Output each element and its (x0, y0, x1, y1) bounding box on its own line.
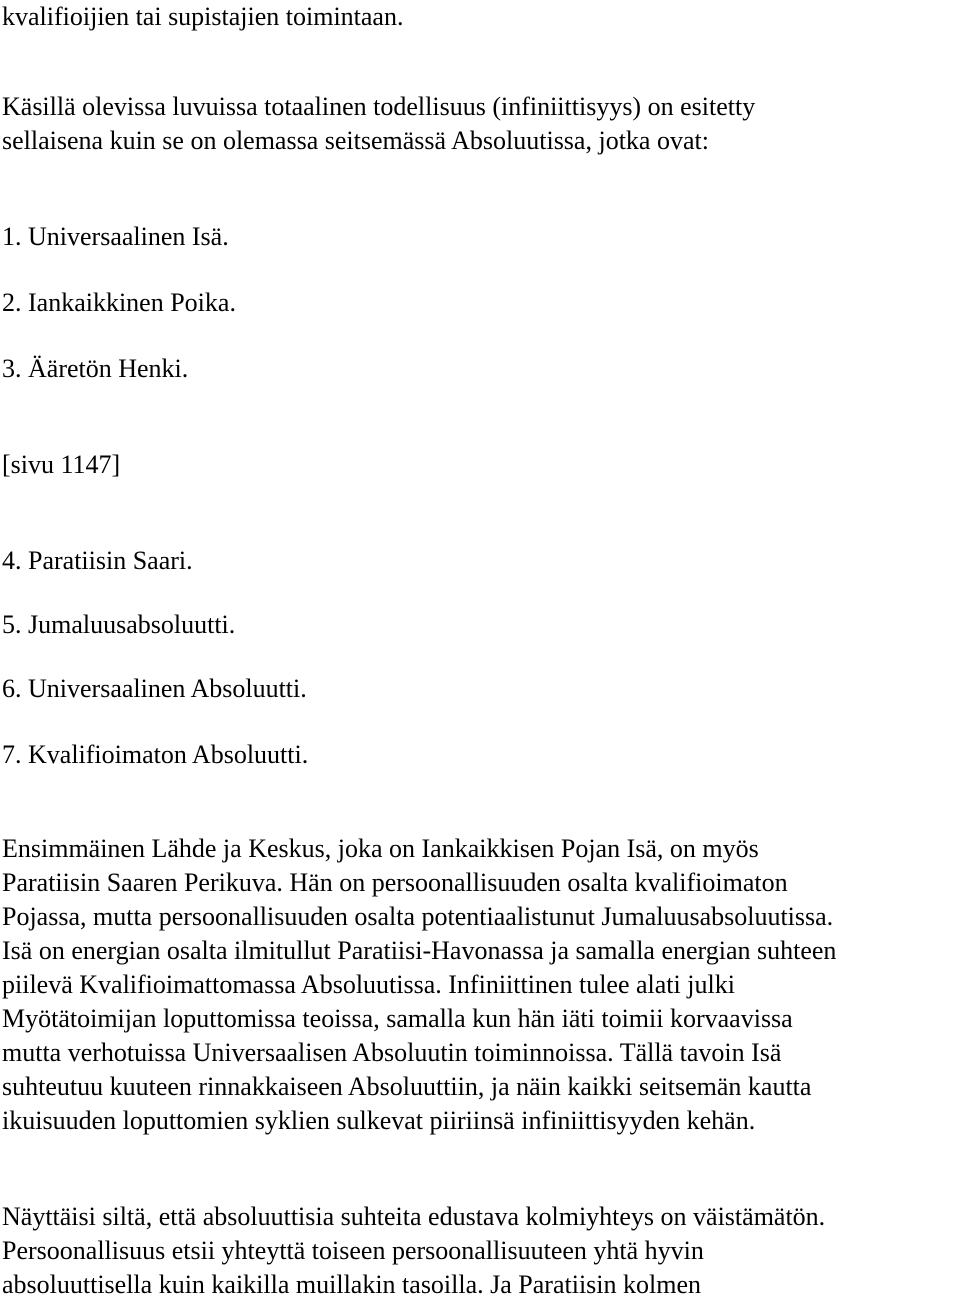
paragraph1-line-6: Myötätoimijan loputtomissa teoissa, samalla kun hän iäti toimii korvaavissa (2, 1004, 793, 1033)
paragraph1-line-3: Pojassa, mutta persoonallisuuden osalta potentiaalistunut Jumaluusabsoluutissa. (2, 902, 834, 931)
intro-line-1: Käsillä olevissa luvuissa totaalinen todellisuus (infiniittisyys) on esitetty (2, 92, 756, 121)
paragraph1-line-2: Paratiisin Saaren Perikuva. Hän on persoonallisuuden osalta kvalifioimaton (2, 868, 788, 897)
paragraph1-line-7: mutta verhotuissa Universaalisen Absoluutin toiminnoissa. Tällä tavoin Isä (2, 1038, 782, 1067)
list-item-4: 4. Paratiisin Saari. (2, 546, 193, 575)
list-item-6: 6. Universaalinen Absoluutti. (2, 674, 307, 703)
paragraph1-line-8: suhteutuu kuuteen rinnakkaiseen Absoluuttiin, ja näin kaikki seitsemän kautta (2, 1072, 812, 1101)
list-item-3: 3. Ääretön Henki. (2, 354, 189, 383)
list-item-7: 7. Kvalifioimaton Absoluutti. (2, 740, 309, 769)
list-item-2: 2. Iankaikkinen Poika. (2, 288, 236, 317)
paragraph1-line-1: Ensimmäinen Lähde ja Keskus, joka on Iankaikkisen Pojan Isä, on myös (2, 834, 759, 863)
intro-line-2: sellaisena kuin se on olemassa seitsemässä Absoluutissa, jotka ovat: (2, 126, 709, 155)
paragraph2-line-1: Näyttäisi siltä, että absoluuttisia suhteita edustava kolmiyhteys on väistämätön. (2, 1202, 826, 1231)
paragraph1-line-9: ikuisuuden loputtomien syklien sulkevat piiriinsä infiniittisyyden kehän. (2, 1106, 756, 1135)
list-item-5: 5. Jumaluusabsoluutti. (2, 610, 236, 639)
paragraph2-line-2: Persoonallisuus etsii yhteyttä toiseen persoonallisuuteen yhtä hyvin (2, 1236, 704, 1265)
list-item-1: 1. Universaalinen Isä. (2, 222, 229, 251)
paragraph2-line-3: absoluuttisella kuin kaikilla muillakin tasoilla. Ja Paratiisin kolmen (2, 1270, 702, 1298)
intro-tail-line: kvalifioijien tai supistajien toimintaan. (2, 2, 404, 31)
paragraph1-line-4: Isä on energian osalta ilmitullut Paratiisi-Havonassa ja samalla energian suhteen (2, 936, 837, 965)
page-marker: [sivu 1147] (2, 450, 121, 479)
paragraph1-line-5: piilevä Kvalifioimattomassa Absoluutissa. Infiniittinen tulee alati julki (2, 970, 735, 999)
